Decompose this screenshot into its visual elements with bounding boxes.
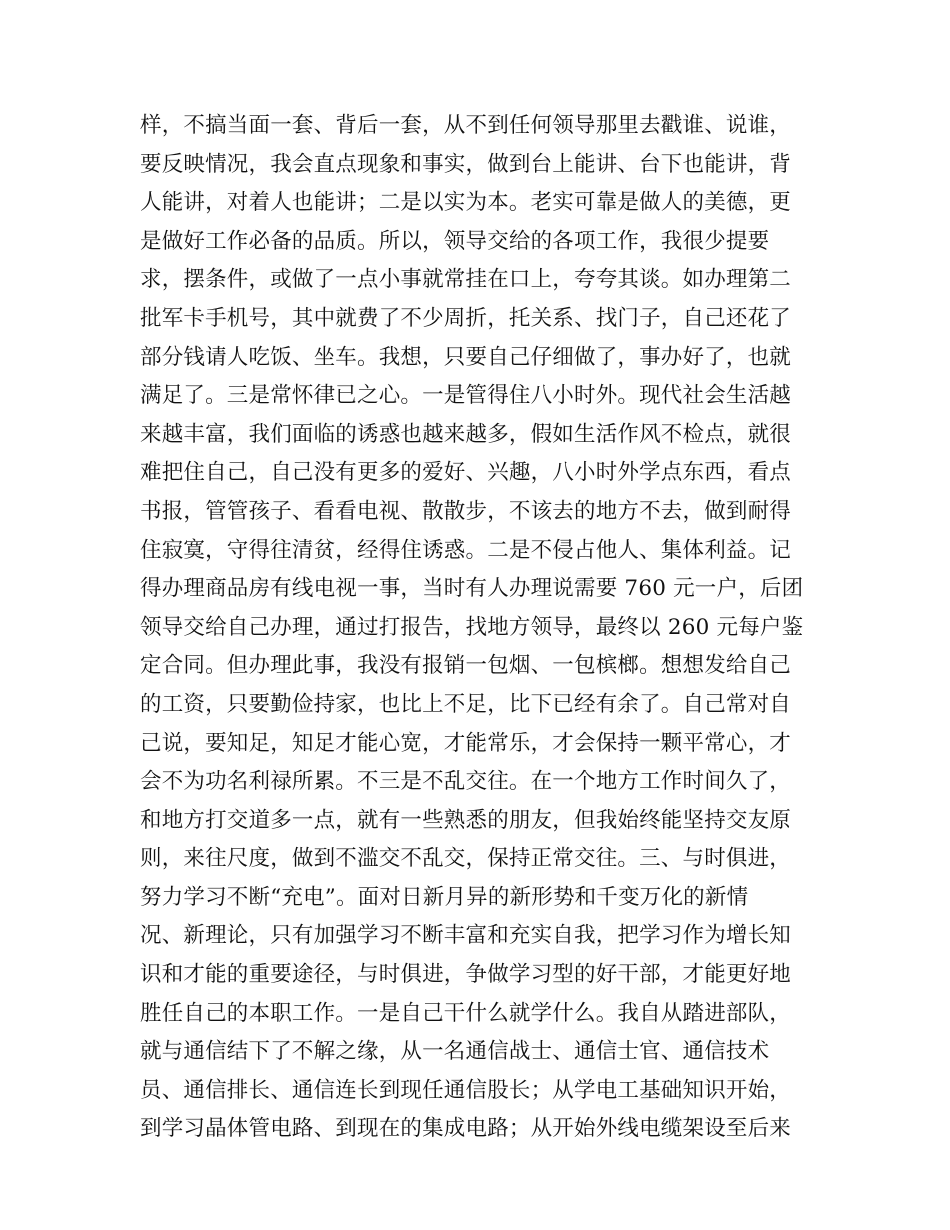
text-line: 书报，管管孩子、看看电视、散散步，不该去的地方不去，做到耐得	[140, 498, 792, 524]
text-line: 己说，要知足，知足才能心宽，才能常乐，才会保持一颗平常心，才	[140, 730, 792, 756]
text-line: 部分钱请人吃饭、坐车。我想，只要自己仔细做了，事办好了，也就	[140, 344, 792, 370]
text-line: 样，不搞当面一套、背后一套，从不到任何领导那里去戳谁、说谁，	[140, 113, 792, 138]
text-line: 员、通信排长、通信连长到现任通信股长；从学电工基础知识开始，	[140, 1077, 792, 1103]
text-line: 难把住自己，自己没有更多的爱好、兴趣，八小时外学点东西，看点	[140, 460, 792, 486]
text-line: 到学习晶体管电路、到现在的集成电路；从开始外线电缆架设至后来	[140, 1116, 792, 1142]
text-line: 批军卡手机号，其中就费了不少周折，托关系、找门子，自己还花了	[140, 305, 792, 331]
text-line: 定合同。但办理此事，我没有报销一包烟、一包槟榔。想想发给自己	[140, 653, 792, 679]
text-line: 努力学习不断“充电”。面对日新月异的新形势和千变万化的新情	[140, 884, 749, 910]
text-line: 胜任自己的本职工作。一是自己干什么就学什么。我自从踏进部队，	[140, 1000, 792, 1026]
body-text	[140, 107, 820, 1149]
text-line: 人能讲，对着人也能讲；二是以实为本。老实可靠是做人的美德，更	[140, 190, 792, 216]
text-line: 满足了。三是常怀律已之心。一是管得住八小时外。现代社会生活越	[140, 383, 792, 409]
text-line: 识和才能的重要途径，与时俱进，争做学习型的好干部，才能更好地	[140, 962, 792, 988]
text-line: 就与通信结下了不解之缘，从一名通信战士、通信士官、通信技术	[140, 1039, 770, 1065]
text-line: 是做好工作必备的品质。所以，领导交给的各项工作，我很少提要	[140, 228, 770, 254]
text-line: 得办理商品房有线电视一事，当时有人办理说需要 760 元一户，后团	[140, 576, 804, 602]
text-line: 况、新理论，只有加强学习不断丰富和充实自我，把学习作为增长知	[140, 923, 792, 949]
text-line: 住寂寞，守得往清贫，经得住诱惑。二是不侵占他人、集体利益。记	[140, 537, 792, 563]
text-line: 领导交给自己办理，通过打报告，找地方领导，最终以 260 元每户鉴	[140, 614, 804, 640]
text-line: 的工资，只要勤俭持家，也比上不足，比下已经有余了。自己常对自	[140, 691, 792, 717]
text-line: 和地方打交道多一点，就有一些熟悉的朋友，但我始终能坚持交友原	[140, 807, 792, 833]
text-line: 会不为功名利禄所累。不三是不乱交往。在一个地方工作时间久了，	[140, 769, 792, 795]
text-line: 要反映情况，我会直点现象和事实，做到台上能讲、台下也能讲，背	[140, 151, 792, 177]
text-line: 求，摆条件，或做了一点小事就常挂在口上，夸夸其谈。如办理第二	[140, 267, 792, 293]
text-line: 来越丰富，我们面临的诱惑也越来越多，假如生活作风不检点，就很	[140, 421, 792, 447]
text-line: 则，来往尺度，做到不滥交不乱交，保持正常交往。三、与时俱进，	[140, 846, 792, 872]
